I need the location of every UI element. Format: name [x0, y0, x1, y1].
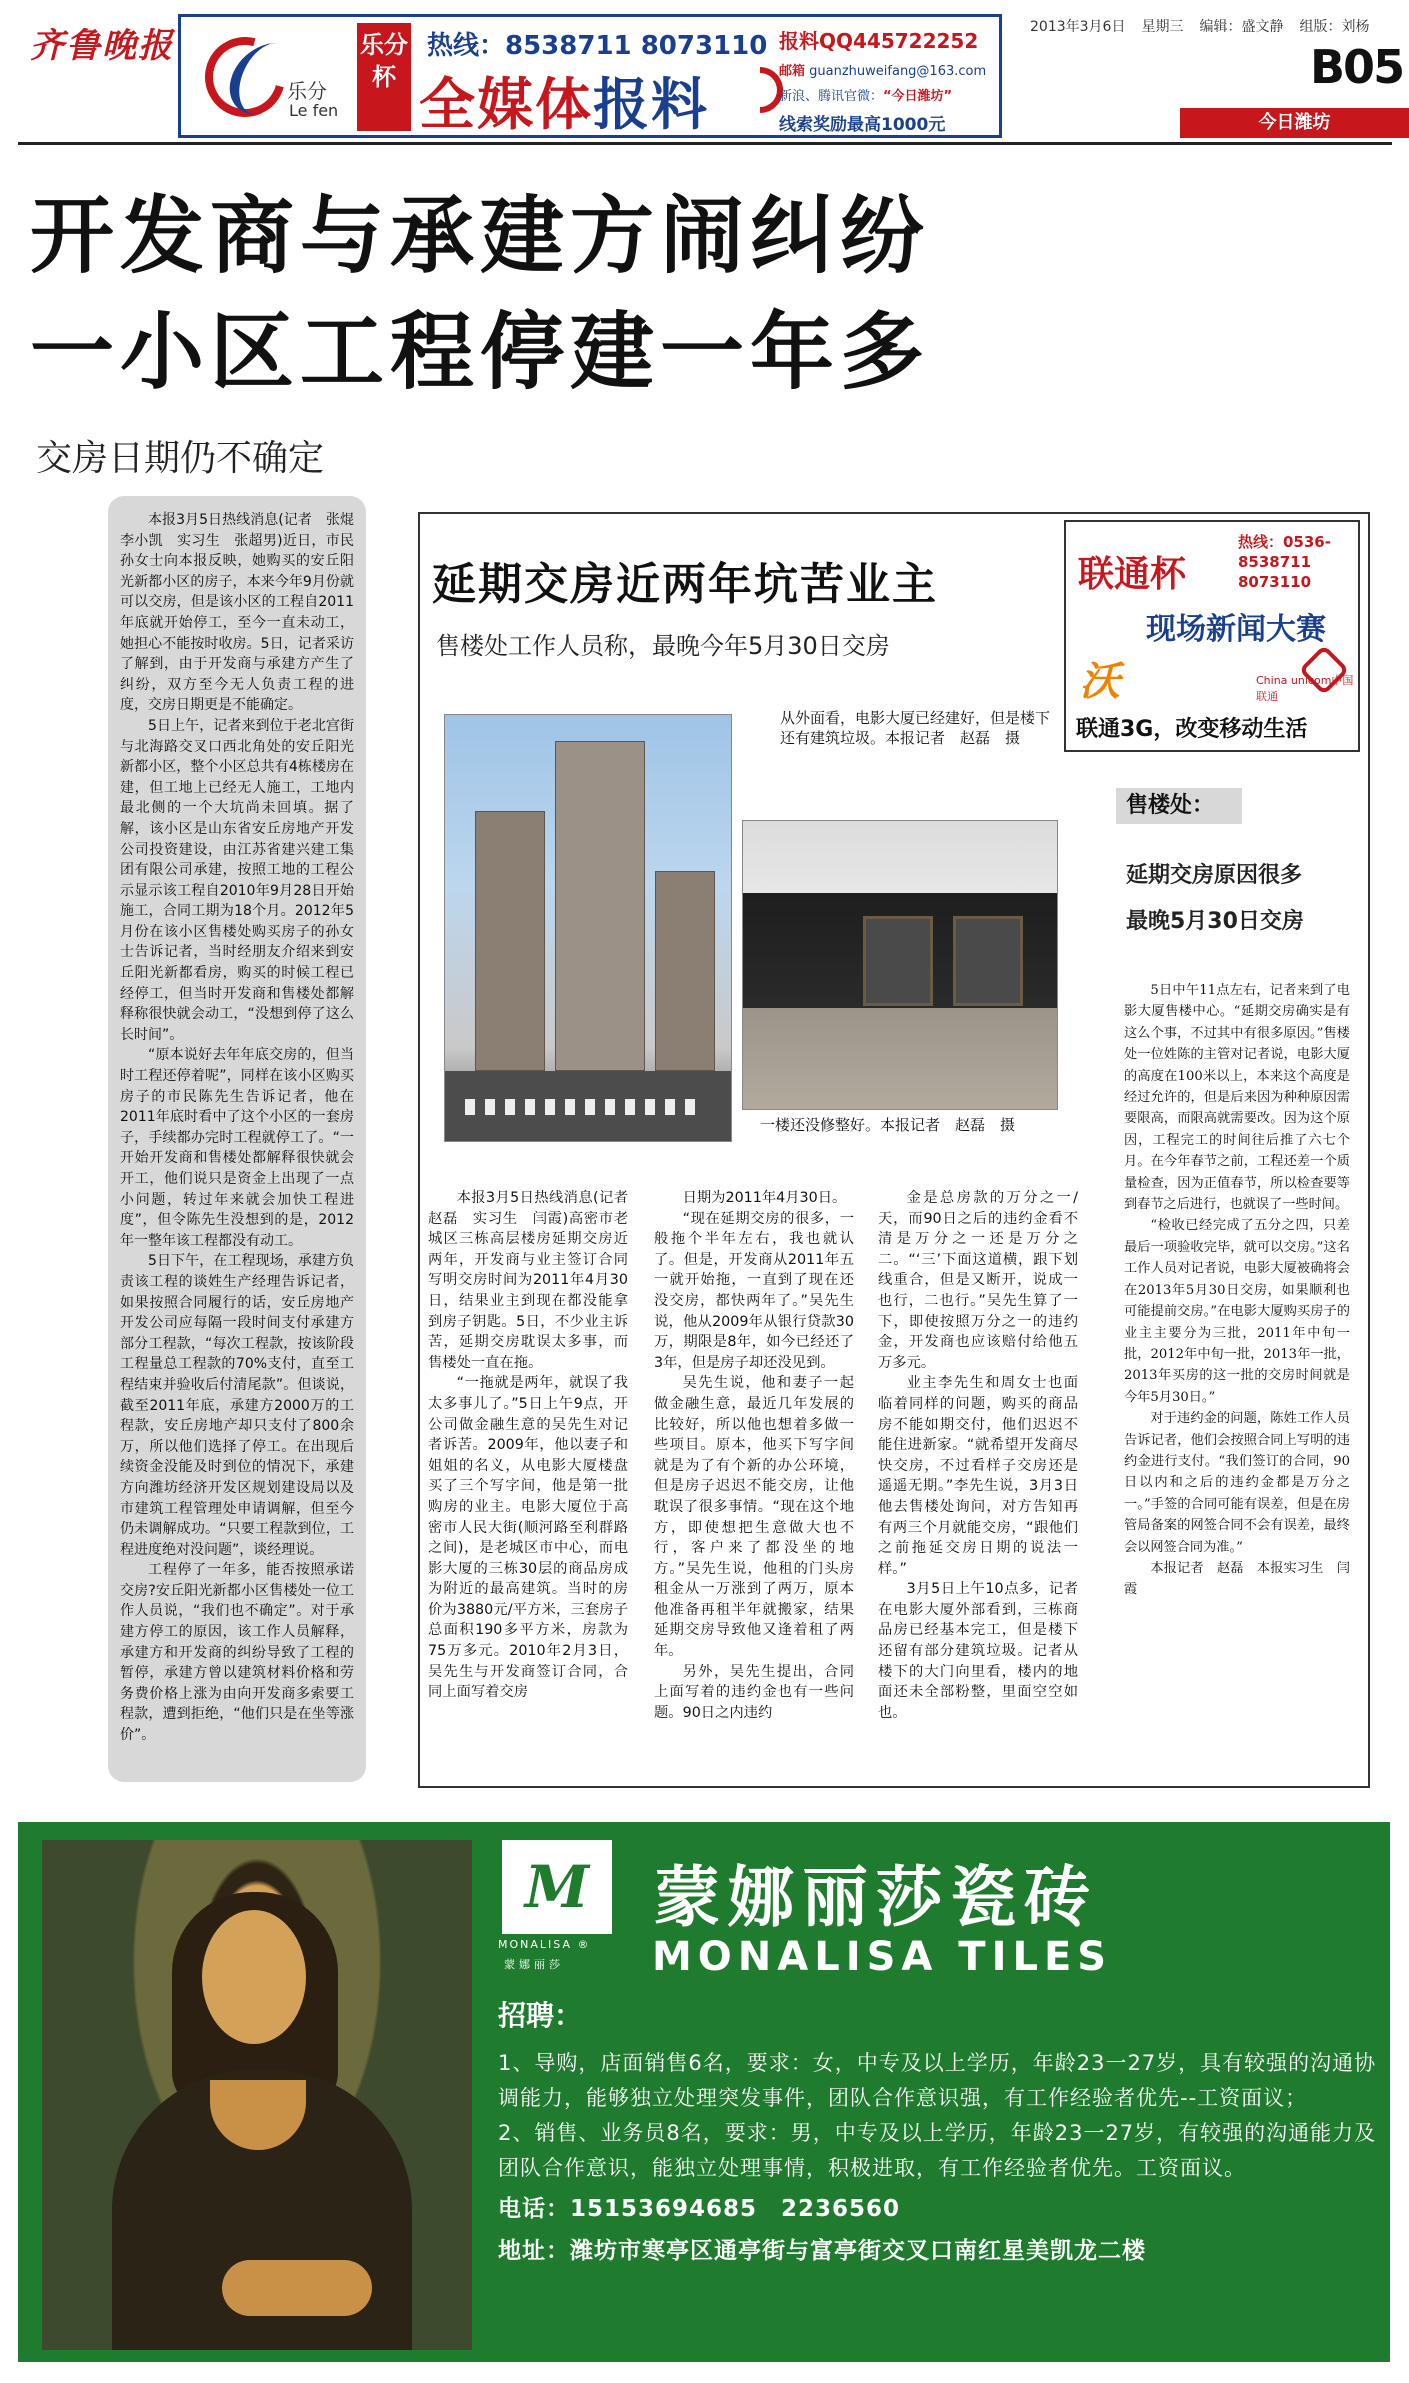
- paragraph: 日期为2011年4月30日。: [682, 1190, 847, 1206]
- paragraph: “检收已经完成了五分之四，只差最后一项验收完毕，就可以交房。”这名工作人员对记者说，电影大厦被确将会在2013年5月30日交房，如果顺利也可能提前交房。”在电影大厦购买房子的业主主要分为三批，2011年中旬一批，2012年中旬一批，2013年一批，2013年买房的这一批的交房时间就是今年5月30日。”: [1124, 1218, 1350, 1405]
- email-label: 邮箱: [779, 64, 806, 79]
- banner-slogan: [419, 61, 709, 138]
- story-column-2: [654, 1188, 854, 1723]
- paragraph: 本报3月5日热线消息(记者 赵磊 实习生 闫霞)高密市老城区三栋高层楼房延期交房近两年，开发商与业主签订合同写明交房时间为2011年4月30日，结果业主到现在都没能拿到房子钥匙。5日，不少业主诉苦，延期交房耽误太多事，而售楼处一直在拖。: [428, 1190, 643, 1371]
- logo-cn-text: 乐分: [287, 79, 327, 103]
- layout-credit: 组版：刘杨: [1299, 19, 1370, 35]
- paragraph: 5日下午，在工程现场，承建方负责该工程的谈姓生产经理告诉记者，如果按照合同履行的话，安丘房地产开发公司应每隔一段时间支付承建方部分工程款，“每次工程款，按该阶段工程量总工程款的70%支付，直至工程结束并验收后付清尾款”。但谈说，截至2011年底，承建方2000万的工程款，安丘房地产却只支付了800余万，所以他们选择了停工。在出现后续资金没能及时到位的情况下，承建方向潍坊经济开发区规划建设局以及市建筑工程管理处申请调解，但至今仍未调解成功。“只要工程款到位，工程进度绝对没问题”，谈经理说。: [120, 1253, 354, 1558]
- monalisa-logo: M: [502, 1840, 612, 1934]
- cup-label: 乐分杯: [357, 23, 411, 131]
- paragraph: 对于违约金的问题，陈姓工作人员告诉记者，他们会按照合同上写明的违约金进行支付。“我们签订的合同，90日以内和之后的违约金都是万分之一。”手签的合同可能有误差，但是在房管局备案的网签合同不会有误差，最终会以网签合同为准。”: [1124, 1411, 1350, 1555]
- monalisa-tiles-ad: [18, 1822, 1390, 2362]
- issue-date: 2013年3月6日: [1030, 19, 1126, 35]
- left-story-body: [120, 510, 368, 1746]
- monalisa-brand-en: MONALISA TILES: [652, 1934, 1113, 1980]
- dateline: [1030, 16, 1385, 36]
- newspaper-masthead: 齐鲁晚报: [30, 26, 174, 66]
- unicom-brand-text: China unicom中国联通: [1256, 674, 1354, 703]
- monalisa-logo-cn: 蒙娜丽莎: [504, 1958, 564, 1971]
- header-divider: [18, 142, 1392, 145]
- story-column-3: [878, 1188, 1078, 1723]
- banner-slogan-a: 全媒体: [419, 73, 593, 138]
- banner-email-row: [779, 60, 999, 79]
- paragraph: 5日上午，记者来到位于老北宫街与北海路交叉口西北角处的安丘阳光新都小区，整个小区总共有4栋楼房在建，但工地上已经无人施工，工地内最北侧的一个大坑尚未回填。据了解，该小区是山东省安丘房地产开发公司投资建设，由江苏省建兴建工集团有限公司承建，按照工地的工程公示显示该工程自2010年9月28日开始施工，合同工期为18个月。2012年5月份在该小区售楼处购买房子的孙女士告诉记者，当时经朋友介绍来到安丘阳光新都看房，购买的时候工程已经停工，但当时开发商和售楼处都解释称很快就会动工，“没想到停了这么长时间”。: [120, 717, 354, 1043]
- unicom-slogan: 联通3G，改变移动生活: [1076, 717, 1308, 742]
- issue-weekday: 星期三: [1141, 19, 1184, 35]
- portrait-face-shape: [202, 1910, 306, 2044]
- tower-shape: [655, 871, 715, 1071]
- story-column-1: [428, 1188, 643, 1703]
- job-listing-2: 2、销售、业务员8名，要求：男，中专及以上学历，年龄23一27岁，有较强的沟通能力及团队合作意识，能独立处理事情，积极进取，有工作经验者优先。工资面议。: [498, 2121, 1377, 2180]
- lefen-logo: [191, 23, 341, 133]
- paragraph: “现在延期交房的很多，一般拖个半年左右，我也就认了。但是，开发商从2011年五一就开始拖，一直到了现在还没交房，都快两年了。”吴先生说，他从2009年从银行贷款30万，期限是8年，如今已经还了3年，但是房子却还没见到。: [654, 1210, 854, 1371]
- crosswalk-shape: [465, 1099, 705, 1115]
- page-number: B05: [1310, 40, 1404, 94]
- unicom-hotline: 热线：0536- 8538711 8073110: [1238, 533, 1331, 591]
- email-address: guanzhuweifang@163.com: [809, 64, 987, 79]
- unicom-cup-title: 联通杯: [1078, 554, 1187, 595]
- monalisa-brand-cn: 蒙娜丽莎瓷砖: [654, 1859, 1098, 1936]
- banner-hotline: 热线：8538711 8073110: [427, 31, 768, 61]
- unicom-contest-ad: [1064, 520, 1360, 752]
- editor-credit: 编辑：盛文静: [1199, 19, 1284, 35]
- logo-en-text: Le fen: [289, 101, 339, 120]
- banner-qq: 报料QQ445722252: [779, 29, 979, 53]
- paragraph: “一拖就是两年，就误了我太多事儿了。”5日上午9点，开公司做金融生意的吴先生对记者诉苦。2009年，他以妻子和姐姐的名义，从电影大厦楼盘买了三个写字间，他是第一批购房的业主。电影大厦位于高密市人民大街(顺河路至利群路之间)，是老城区市中心，而电影大厦的三栋30层的商品房成为附近的最高建筑。当时的房价为3880元/平方米，三套房子总面积190多平方米，房款为75万多元。2010年2月3日，吴先生与开发商签订合同，合同上面写着交房: [428, 1375, 628, 1701]
- sidebar-tag: 售楼处：: [1116, 788, 1242, 824]
- banner-reward: 线索奖励最高1000元: [779, 115, 946, 135]
- byline: 本报记者 赵磊 本报实习生 闫霞: [1124, 1560, 1350, 1598]
- sidebar-headline-2: 最晚5月30日交房: [1126, 909, 1304, 934]
- doorframe-shape: [863, 916, 933, 1006]
- photo-caption-2: 一楼还没修整好。本报记者 赵磊 摄: [760, 1116, 1016, 1134]
- recruitment-text: [498, 1994, 1378, 2270]
- headline-line-1: 开发商与承建方闹纠纷: [30, 187, 931, 285]
- sidebar-story-column: [1124, 980, 1350, 1601]
- building-exterior-photo: [444, 714, 732, 1142]
- banner-contact-block: [779, 25, 999, 135]
- photo-caption-1: 从外面看，电影大厦已经建好，但是楼下还有建筑垃圾。本报记者 赵磊 摄: [780, 709, 1051, 747]
- monalisa-logo-en: MONALISA ®: [498, 1938, 591, 1951]
- story-deck: 售楼处工作人员称，最晚今年5月30日交房: [436, 632, 890, 660]
- ground-floor-photo: [742, 820, 1058, 1110]
- paragraph: 金是总房款的万分之一/天，而90日之后的违约金看不清是万分之一还是万分之二。“‘三’下面这道横，跟下划线重合，但是又断开，说成一也行，二也行。”吴先生算了一下，即使按照万分之一的违约金，开发商也应该赔付给他五万多元。: [878, 1190, 1078, 1371]
- tower-shape: [475, 811, 545, 1071]
- mona-lisa-painting: [42, 1840, 472, 2350]
- job-listing-1: 1、导购，店面销售6名，要求：女，中专及以上学历，年龄23一27岁，具有较强的沟通协调能力，能够独立处理突发事件，团队合作意识强，有工作经验者优先--工资面议；: [498, 2051, 1377, 2110]
- headline-line-2: 一小区工程停建一年多: [30, 303, 931, 401]
- section-tag: 今日潍坊: [1180, 108, 1409, 138]
- paragraph: 3月5日上午10点多，记者在电影大厦外部看到，三栋商品房已经基本完工，但是楼下还留有部分建筑垃圾。记者从楼下的大门向里看，楼内的地面还未全部粉整，里面空空如也。: [878, 1581, 1078, 1721]
- banner-weibo-row: [779, 85, 999, 104]
- wo-logo-text: 沃: [1080, 659, 1120, 705]
- hiring-heading: 招聘：: [498, 1999, 583, 2032]
- unicom-contest-name: 现场新闻大赛: [1146, 612, 1326, 647]
- paragraph: “原本说好去年年底交房的，但当时工程还停着呢”，同样在该小区购买房子的市民陈先生告诉记者，他在2011年底时看中了这个小区的一套房子，手续都办完时工程就停工了。“一开始开发商和售楼处都解释很快就会开工，他们说只是资金上出现了一点小问题，转过年来就会加快工程进度”，但令陈先生没想到的是，2012年一整年该工程都没有动工。: [120, 1047, 354, 1249]
- paragraph: 工程停了一年多，能否按照承诺交房?安丘阳光新都小区售楼处一位工作人员说，“我们也不确定”。对于承建方停工的原因，该工作人员解释，承建方和开发商的纠纷导致了工程的暂停，承建方曾以建筑材料价格和劳务费价格上涨为由向开发商多索要工程款，遭到拒绝，“他们只是在坐等涨价”。: [120, 1562, 354, 1744]
- portrait-hands-shape: [222, 2260, 372, 2316]
- weibo-label: 新浪、腾讯官微：: [779, 89, 884, 104]
- contact-address: 地址：潍坊市寒亭区通亭街与富亭街交叉口南红星美凯龙二楼: [498, 2238, 1146, 2264]
- main-headline: [30, 178, 930, 410]
- banner-slogan-b: 报料: [593, 73, 709, 138]
- contact-phone: 电话：15153694685 2236560: [498, 2196, 901, 2222]
- paragraph: 业主李先生和周女士也面临着同样的问题，购买的商品房不能如期交付，他们迟迟不能住进新家。“就希望开发商尽快交房，不过看样子交房还是遥遥无期。”李先生说，3月3日他去售楼处询问，对方告知再有两三个月就能交房，“跟他们之前拖延交房日期的说法一样。”: [878, 1375, 1078, 1577]
- hotline-banner-ad: [178, 14, 1002, 138]
- weibo-name: “今日潍坊”: [883, 89, 953, 104]
- paragraph: 吴先生说，他和妻子一起做金融生意，最近几年发展的比较好，所以他也想着多做一些项目。原本，他买下写字间就是为了有个新的办公环境，但是房子迟迟不能交房，让他耽误了很多事情。“现在这个地方，即使想把生意做大也不行，客户来了都没坐的地方。”吴先生说，他租的门头房租金从一万涨到了两万，原本他准备再租半年就搬家，结果延期交房导致他又逢着租了两年。: [654, 1375, 854, 1660]
- left-story-column: [108, 496, 366, 1782]
- paragraph: 5日中午11点左右，记者来到了电影大厦售楼中心。“延期交房确实是有这么个事，不过其中有很多原因。”售楼处一位姓陈的主管对记者说，电影大厦的高度在100米以上，本来这个高度是经过允许的，但是后来因为种种原因需要限高，而限高就需要改。因为这个原因，工程完工的时间往后推了六七个月。在今年春节之前，工程还差一个质量检查，因为正值春节，所以检查要等到春节之后进行，也就误了一些时间。: [1124, 983, 1350, 1213]
- doorframe-shape: [953, 916, 1023, 1006]
- tower-shape: [555, 741, 645, 1071]
- paragraph: 另外，吴先生提出，合同上面写着的违约金也有一些问题。90日之内违约: [654, 1663, 854, 1721]
- sidebar-headline-1: 延期交房原因很多: [1126, 863, 1303, 888]
- story-kicker: 延期交房近两年坑苦业主: [432, 559, 938, 610]
- subheadline: 交房日期仍不确定: [36, 438, 325, 479]
- paragraph: 本报3月5日热线消息(记者 张焜 李小凯 实习生 张超男)近日，市民孙女士向本报反映，她购买的安丘阳光新都小区的房子，本来今年9月份就可以交房，但是该小区的工程自2011年底就开始停工，至今一直未动工，她担心不能按时收房。5日，记者采访了解到，由于开发商与承建方产生了纠纷，双方至今无人负责工程的进度，交房日期更是不能确定。: [120, 512, 368, 714]
